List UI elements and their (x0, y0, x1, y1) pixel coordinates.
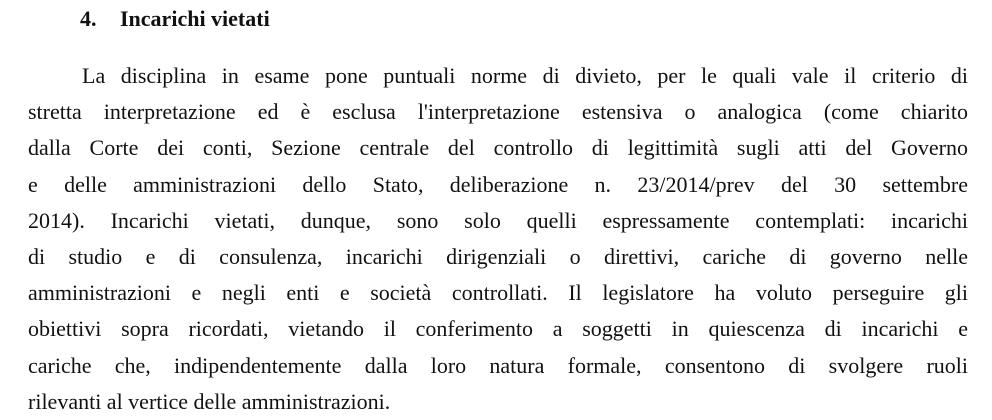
paragraph-line: 2014). Incarichi vietati, dunque, sono solo quelli espressamente contemplati: incarichi (28, 207, 968, 233)
body-paragraph (28, 58, 968, 420)
section-title: Incarichi vietati (120, 6, 270, 31)
paragraph-line: di studio e di consulenza, incarichi dirigenziali o direttivi, cariche di governo nelle (28, 243, 968, 269)
paragraph-line: La disciplina in esame pone puntuali norme di divieto, per le quali vale il criterio di (82, 63, 968, 88)
paragraph-line: cariche che, indipendentemente dalla loro natura formale, consentono di svolgere ruoli (28, 352, 968, 378)
paragraph-line: obiettivi sopra ricordati, vietando il conferimento a soggetti in quiescenza di incarichi e (28, 316, 968, 342)
section-heading (80, 2, 270, 36)
paragraph-line: dalla Corte dei conti, Sezione centrale del controllo di legittimità sugli atti del Governo (28, 135, 968, 161)
paragraph-line: amministrazioni e negli enti e società controllati. Il legislatore ha voluto perseguire gli (28, 280, 968, 306)
paragraph-line: stretta interpretazione ed è esclusa l'interpretazione estensiva o analogica (come chiarito (28, 99, 968, 125)
paragraph-line: rilevanti al vertice delle amministrazioni. (28, 388, 391, 414)
paragraph-line: e delle amministrazioni dello Stato, deliberazione n. 23/2014/prev del 30 settembre (28, 171, 968, 197)
section-number: 4. (80, 6, 97, 31)
